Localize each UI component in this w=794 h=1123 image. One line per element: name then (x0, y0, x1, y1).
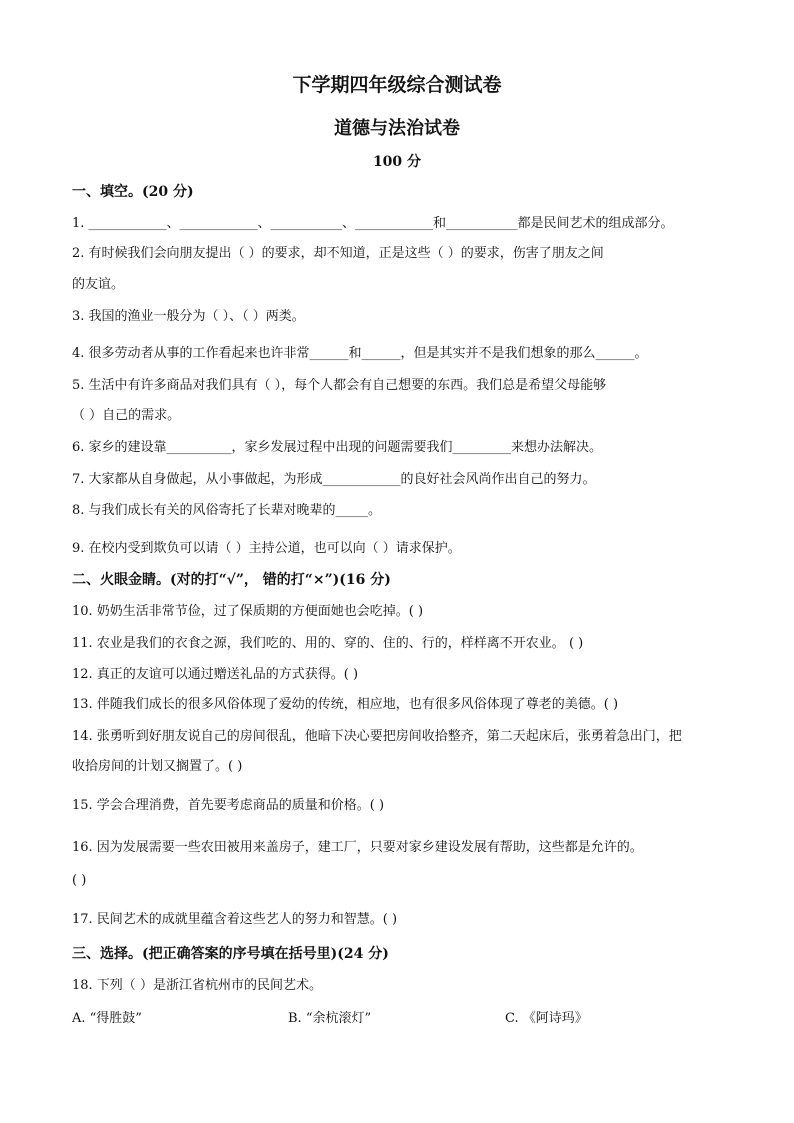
question-16-line-2: ( ) (72, 873, 87, 888)
section-heading-choice: 三、选择。(把正确答案的序号填在括号里)(24 分) (72, 946, 389, 962)
question-7: 7. 大家都从自身做起，从小事做起，为形成____________的良好社会风尚作出自己的努力。 (72, 472, 596, 487)
question-2-line-1: 2. 有时候我们会向朋友提出（ ）的要求，却不知道，正是这些（ ）的要求，伤害了朋友之间 (72, 246, 604, 261)
exam-subtitle: 道德与法治试卷 (334, 118, 460, 139)
question-3: 3. 我国的渔业一般分为（ ）、（ ）两类。 (72, 309, 305, 324)
exam-title: 下学期四年级综合测试卷 (292, 74, 502, 96)
section-heading-true-false: 二、火眼金睛。(对的打“√”， 错的打“×”)(16 分) (72, 572, 391, 588)
total-score: 100 分 (372, 154, 422, 170)
question-12: 12. 真正的友谊可以通过赠送礼品的方式获得。( ) (72, 667, 359, 682)
question-14-line-1: 14. 张勇听到好朋友说自己的房间很乱，他暗下决心要把房间收拾整齐，第二天起床后，张勇着急出门，把 (72, 729, 682, 744)
option-a: A. “得胜鼓” (72, 1011, 142, 1026)
question-4: 4. 很多劳动者从事的工作看起来也许非常______和______，但是其实并不是我们想象的那么______。 (72, 346, 648, 361)
question-10: 10. 奶奶生活非常节俭，过了保质期的方便面她也会吃掉。( ) (72, 604, 424, 619)
question-2-line-2: 的友谊。 (72, 277, 125, 292)
question-6: 6. 家乡的建设靠__________，家乡发展过程中出现的问题需要我们_________来想办法解决。 (72, 440, 603, 455)
question-15: 15. 学会合理消费，首先要考虑商品的质量和价格。( ) (72, 798, 385, 813)
option-b: B. “余杭滚灯” (288, 1011, 372, 1026)
question-13: 13. 伴随我们成长的很多风俗体现了爱幼的传统，相应地，也有很多风俗体现了尊老的美德。( ) (72, 697, 619, 712)
section-heading-fill-in: 一、填空。(20 分) (72, 184, 194, 200)
question-14-line-2: 收拾房间的计划又搁置了。( ) (72, 759, 243, 774)
question-11: 11. 农业是我们的衣食之源，我们吃的、用的、穿的、住的、行的，样样离不开农业。 ( ) (72, 636, 584, 651)
question-16-line-1: 16. 因为发展需要一些农田被用来盖房子，建工厂，只要对家乡建设发展有帮助，这些都是允许的。 (72, 840, 643, 855)
question-9: 9. 在校内受到欺负可以请（ ）主持公道，也可以向（ ）请求保护。 (72, 541, 461, 556)
question-5-line-2: （ ）自己的需求。 (72, 408, 181, 423)
question-18: 18. 下列（ ）是浙江省杭州市的民间艺术。 (72, 978, 322, 993)
option-c: C. 《阿诗玛》 (505, 1011, 588, 1026)
question-1: 1. ____________、____________、___________、____________和___________都是民间艺术的组成部分。 (72, 216, 674, 231)
question-17: 17. 民间艺术的成就里蕴含着这些艺人的努力和智慧。( ) (72, 912, 398, 927)
question-5-line-1: 5. 生活中有许多商品对我们具有（ ），每个人都会有自己想要的东西。我们总是希望父母能够 (72, 378, 607, 393)
question-8: 8. 与我们成长有关的风俗寄托了长辈对晚辈的_____。 (72, 503, 382, 518)
